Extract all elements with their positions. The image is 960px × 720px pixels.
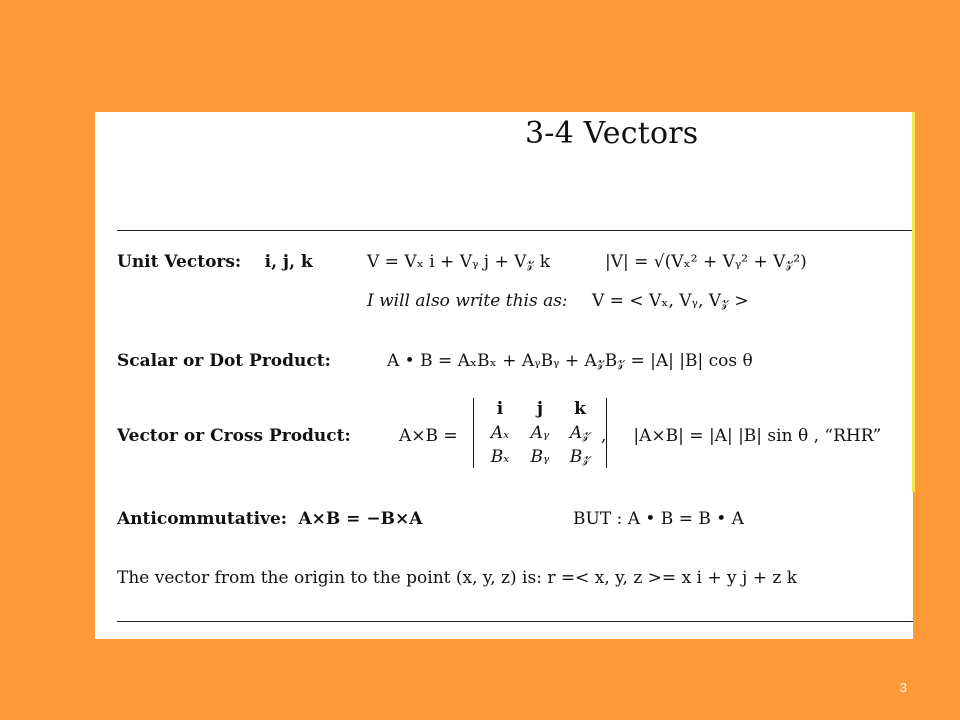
slide-title: 3-4 Vectors xyxy=(525,116,699,151)
det-cell: k xyxy=(574,399,586,419)
det-cell: Bₓ xyxy=(490,447,510,467)
anticommutative-label: Anticommutative: xyxy=(117,509,288,529)
unit-vectors-row xyxy=(117,252,313,272)
dot-product-label: Scalar or Dot Product: xyxy=(117,351,331,371)
cross-product-label: Vector or Cross Product: xyxy=(117,426,351,446)
cross-product-magnitude: , |A×B| = |A| |B| sin θ , “RHR” xyxy=(601,426,882,446)
alt-notation-form: V = < Vₓ, Vᵧ, V𝓏 > xyxy=(592,291,749,311)
det-cell: j xyxy=(536,399,544,419)
top-rule xyxy=(117,230,913,231)
det-cell: B𝓏 xyxy=(569,447,591,467)
unit-vectors-basis: i, j, k xyxy=(264,252,313,272)
bottom-rule xyxy=(117,621,913,622)
cross-product-lhs: A×B = xyxy=(399,426,458,446)
cross-product-determinant xyxy=(473,398,607,468)
slide-content xyxy=(95,112,913,639)
unit-vectors-label: Unit Vectors: xyxy=(117,252,242,272)
position-vector-text: The vector from the origin to the point (x, y, z) is: r =< x, y, z >= x i + y j + z k xyxy=(117,568,798,588)
det-cell: Bᵧ xyxy=(530,447,550,467)
alt-notation-note: I will also write this as: xyxy=(367,291,568,311)
unit-vector-definition: V = Vₓ i + Vᵧ j + V𝓏 k xyxy=(367,252,550,272)
unit-vector-magnitude: |V| = √(Vₓ² + Vᵧ² + V𝓏²) xyxy=(605,252,807,272)
dot-product-formula: A • B = AₓBₓ + AᵧBᵧ + A𝓏B𝓏 = |A| |B| cos θ xyxy=(387,351,753,371)
det-cell: i xyxy=(496,399,504,419)
page-number: 3 xyxy=(899,680,907,695)
card-edge-accent xyxy=(912,112,915,492)
anticommutative-row xyxy=(117,509,422,529)
anticommutative-formula: A×B = −B×A xyxy=(298,509,423,529)
det-cell: A𝓏 xyxy=(569,423,591,443)
det-cell: Aₓ xyxy=(490,423,510,443)
det-cell: Aᵧ xyxy=(530,423,550,443)
dot-commutative-note: BUT : A • B = B • A xyxy=(573,509,744,529)
